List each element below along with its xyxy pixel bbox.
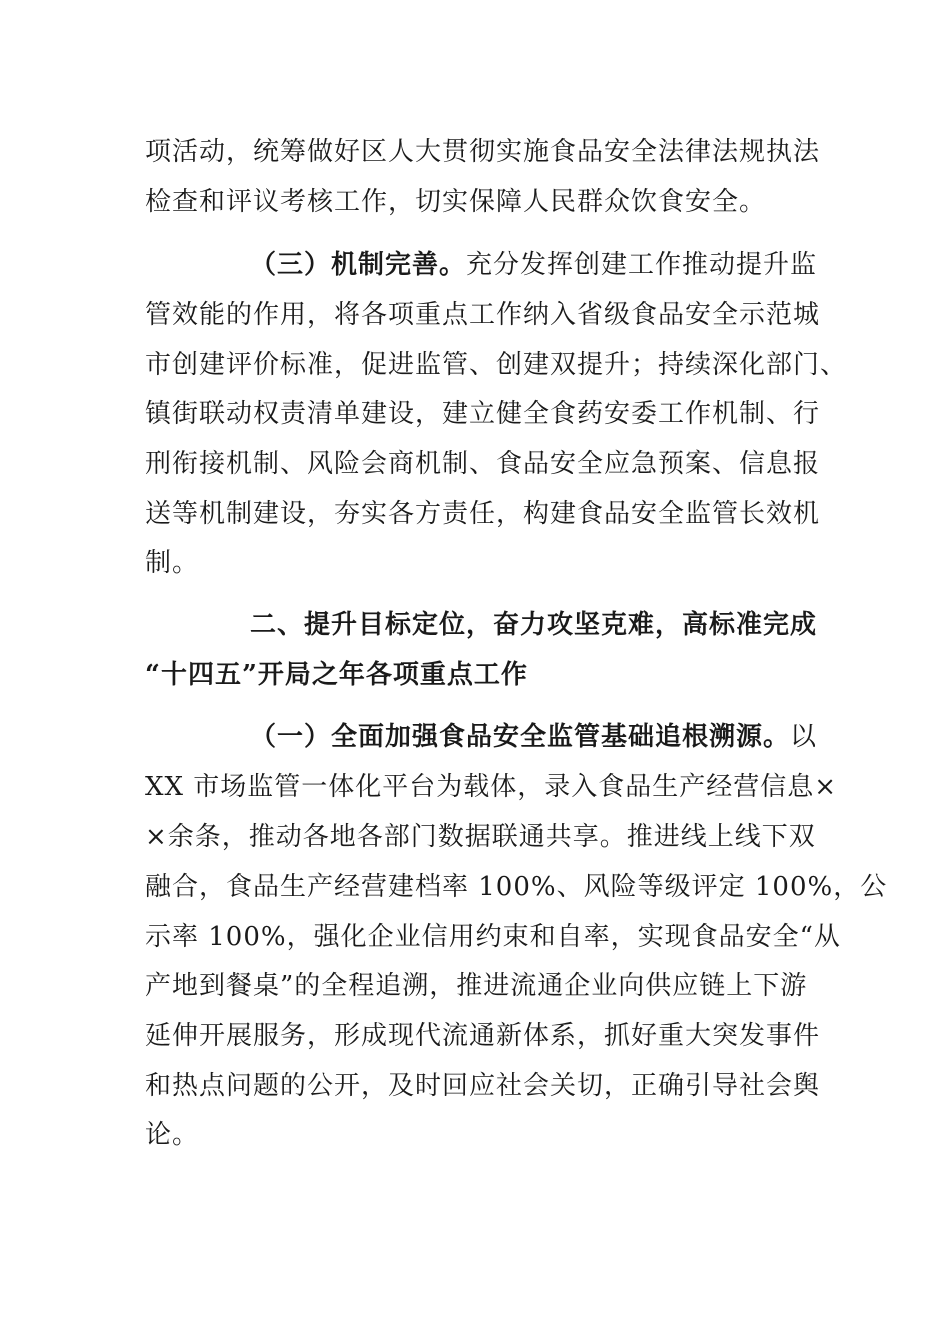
paragraph-line: 检查和评议考核工作，切实保障人民群众饮食安全。: [145, 187, 767, 217]
paragraph-line: 论。: [145, 1120, 200, 1150]
paragraph-line: 项活动，统筹做好区人大贯彻实施食品安全法律法规执法: [145, 137, 821, 167]
paragraph-line: 融合，食品生产经营建档率 100%、风险等级评定 100%，公: [145, 872, 888, 902]
paragraph-line: 刑衔接机制、风险会商机制、食品安全应急预案、信息报: [145, 449, 821, 479]
subsection-1-text: 以: [790, 722, 818, 752]
paragraph-line: 示率 100%，强化企业信用约束和自率，实现食品安全“从: [145, 922, 841, 952]
part-2-heading-line-1: 二、提升目标定位，奋力攻坚克难，高标准完成: [250, 610, 818, 640]
paragraph-line: 延伸开展服务，形成现代流通新体系，抓好重大突发事件: [145, 1021, 821, 1051]
section-3-heading: （三）机制完善。: [250, 250, 467, 280]
paragraph-line: 市创建评价标准，促进监管、创建双提升；持续深化部门、: [145, 350, 848, 380]
subsection-1-first-line: [250, 722, 818, 752]
paragraph-line: ×余条，推动各地各部门数据联通共享。推进线上线下双: [145, 822, 816, 852]
paragraph-line: 镇街联动权责清单建设，建立健全食药安委工作机制、行: [145, 399, 821, 429]
paragraph-line: 送等机制建设，夯实各方责任，构建食品安全监管长效机: [145, 499, 821, 529]
paragraph-line: 产地到餐桌”的全程追溯，推进流通企业向供应链上下游: [145, 971, 808, 1001]
paragraph-line: 管效能的作用，将各项重点工作纳入省级食品安全示范城: [145, 300, 821, 330]
part-2-heading-line-2: “十四五”开局之年各项重点工作: [145, 660, 528, 690]
section-3-text: 充分发挥创建工作推动提升监: [466, 250, 818, 280]
paragraph-line: XX 市场监管一体化平台为载体，录入食品生产经营信息×: [145, 772, 838, 802]
paragraph-line: 和热点问题的公开，及时回应社会关切，正确引导社会舆: [145, 1071, 821, 1101]
paragraph-line: 制。: [145, 548, 200, 578]
subsection-1-heading: （一）全面加强食品安全监管基础追根溯源。: [250, 722, 791, 752]
section-3-first-line: [250, 250, 818, 280]
